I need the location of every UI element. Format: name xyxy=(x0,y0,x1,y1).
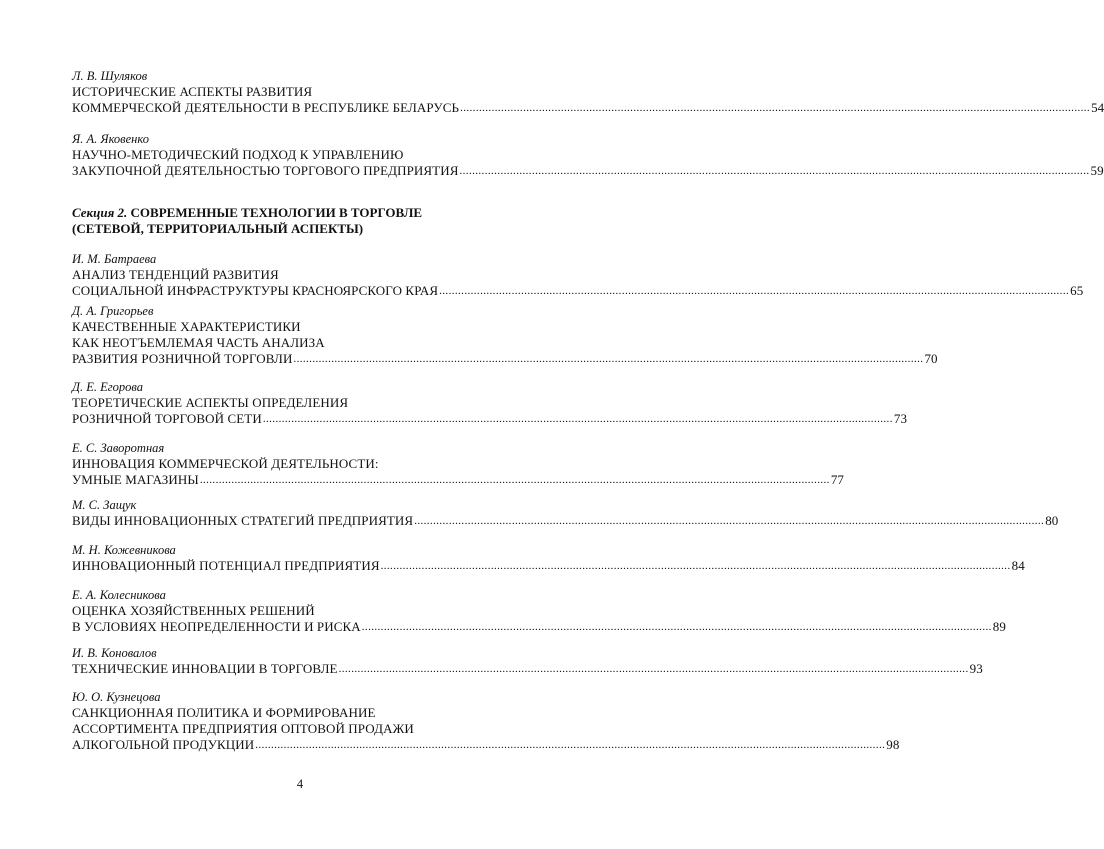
entry-page-number: 89 xyxy=(992,619,1006,634)
entry-title-line: В УСЛОВИЯХ НЕОПРЕДЕЛЕННОСТИ И РИСКА xyxy=(72,619,361,634)
toc-entry xyxy=(72,588,1006,635)
entry-title-line: АНАЛИЗ ТЕНДЕНЦИЙ РАЗВИТИЯ xyxy=(72,267,279,282)
entry-author: И. В. Коновалов xyxy=(72,646,157,660)
dot-leader: ........................................................................................................................................................................................................ xyxy=(380,560,1011,572)
toc-entry xyxy=(72,69,1104,116)
entry-title-line: ТЕОРЕТИЧЕСКИЕ АСПЕКТЫ ОПРЕДЕЛЕНИЯ xyxy=(72,395,349,410)
entry-page-number: 84 xyxy=(1011,558,1025,573)
entry-title-line: КАК НЕОТЪЕМЛЕМАЯ ЧАСТЬ АНАЛИЗА xyxy=(72,335,325,350)
toc-entry xyxy=(72,304,938,367)
entry-author: Д. А. Григорьев xyxy=(72,304,154,318)
entry-title-line: РОЗНИЧНОЙ ТОРГОВОЙ СЕТИ xyxy=(72,411,262,426)
entry-last-line xyxy=(72,163,1104,179)
section-title-line1: СОВРЕМЕННЫЕ ТЕХНОЛОГИИ В ТОРГОВЛЕ xyxy=(130,205,423,220)
entry-title-line: ИСТОРИЧЕСКИЕ АСПЕКТЫ РАЗВИТИЯ xyxy=(72,84,313,99)
entry-title-line: ИННОВАЦИЯ КОММЕРЧЕСКОЙ ДЕЯТЕЛЬНОСТИ: xyxy=(72,456,379,471)
page-number: 4 xyxy=(296,777,304,791)
dot-leader: ........................................................................................................................................................................................................ xyxy=(255,739,886,751)
entry-last-line xyxy=(72,351,938,367)
entry-title-line: УМНЫЕ МАГАЗИНЫ xyxy=(72,472,199,487)
dot-leader: ........................................................................................................................................................................................................ xyxy=(414,515,1045,527)
entry-page-number: 59 xyxy=(1090,163,1104,178)
dot-leader: ........................................................................................................................................................................................................ xyxy=(460,102,1091,114)
entry-author: Ю. О. Кузнецова xyxy=(72,690,161,704)
toc-entry xyxy=(72,646,983,677)
entry-author: Я. А. Яковенко xyxy=(72,132,149,146)
entry-last-line xyxy=(72,472,845,488)
toc-entry xyxy=(72,498,1059,529)
entry-title-line: ОЦЕНКА ХОЗЯЙСТВЕННЫХ РЕШЕНИЙ xyxy=(72,603,315,618)
toc-entry xyxy=(72,543,1025,574)
dot-leader: ........................................................................................................................................................................................................ xyxy=(459,165,1090,177)
entry-title-line: КАЧЕСТВЕННЫЕ ХАРАКТЕРИСТИКИ xyxy=(72,319,301,334)
entry-title-line: АЛКОГОЛЬНОЙ ПРОДУКЦИИ xyxy=(72,737,255,752)
entry-last-line xyxy=(72,661,983,677)
entry-last-line xyxy=(72,619,1006,635)
entry-last-line xyxy=(72,737,900,753)
entry-page-number: 65 xyxy=(1070,283,1084,298)
dot-leader: ........................................................................................................................................................................................................ xyxy=(338,663,969,675)
entry-author: М. С. Защук xyxy=(72,498,137,512)
toc-entry xyxy=(72,380,908,427)
entry-title-line: ИННОВАЦИОННЫЙ ПОТЕНЦИАЛ ПРЕДПРИЯТИЯ xyxy=(72,558,380,573)
entry-title-line: АССОРТИМЕНТА ПРЕДПРИЯТИЯ ОПТОВОЙ ПРОДАЖИ xyxy=(72,721,414,736)
dot-leader: ........................................................................................................................................................................................................ xyxy=(439,285,1070,297)
entry-title-line: ТЕХНИЧЕСКИЕ ИННОВАЦИИ В ТОРГОВЛЕ xyxy=(72,661,338,676)
entry-title-line: САНКЦИОННАЯ ПОЛИТИКА И ФОРМИРОВАНИЕ xyxy=(72,705,376,720)
entry-last-line xyxy=(72,411,908,427)
entry-title-line: НАУЧНО-МЕТОДИЧЕСКИЙ ПОДХОД К УПРАВЛЕНИЮ xyxy=(72,147,404,162)
dot-leader: ........................................................................................................................................................................................................ xyxy=(293,353,924,365)
section-label: Секция 2. xyxy=(72,205,128,220)
dot-leader: ........................................................................................................................................................................................................ xyxy=(262,413,893,425)
dot-leader: ........................................................................................................................................................................................................ xyxy=(199,474,830,486)
entry-page-number: 77 xyxy=(830,472,845,487)
entry-page-number: 93 xyxy=(969,661,983,676)
entry-title-line: ЗАКУПОЧНОЙ ДЕЯТЕЛЬНОСТЬЮ ТОРГОВОГО ПРЕДПРИЯТИЯ xyxy=(72,163,459,178)
toc-entry xyxy=(72,441,845,488)
entry-title-line: ВИДЫ ИННОВАЦИОННЫХ СТРАТЕГИЙ ПРЕДПРИЯТИЯ xyxy=(72,513,414,528)
entry-page-number: 70 xyxy=(924,351,938,366)
toc-entry xyxy=(72,690,900,753)
section-title-line2: (СЕТЕВОЙ, ТЕРРИТОРИАЛЬНЫЙ АСПЕКТЫ) xyxy=(72,221,364,236)
entry-author: И. М. Батраева xyxy=(72,252,157,266)
entry-last-line xyxy=(72,100,1104,116)
entry-last-line xyxy=(72,513,1059,529)
entry-page-number: 73 xyxy=(893,411,908,426)
entry-last-line xyxy=(72,283,1084,299)
entry-title-line: РАЗВИТИЯ РОЗНИЧНОЙ ТОРГОВЛИ xyxy=(72,351,293,366)
entry-author: Д. Е. Егорова xyxy=(72,380,143,394)
entry-page-number: 98 xyxy=(886,737,900,752)
dot-leader: ........................................................................................................................................................................................................ xyxy=(361,621,992,633)
toc-entry xyxy=(72,132,1104,179)
entry-page-number: 80 xyxy=(1045,513,1059,528)
entry-page-number: 54 xyxy=(1091,100,1104,115)
entry-author: Е. С. Заворотная xyxy=(72,441,165,455)
entry-author: Е. А. Колесникова xyxy=(72,588,166,602)
entry-title-line: КОММЕРЧЕСКОЙ ДЕЯТЕЛЬНОСТИ В РЕСПУБЛИКЕ БЕЛАРУСЬ xyxy=(72,100,460,115)
entry-last-line xyxy=(72,558,1025,574)
section-heading xyxy=(72,205,530,237)
toc-entry xyxy=(72,252,1084,299)
entry-author: Л. В. Шуляков xyxy=(72,69,148,83)
entry-author: М. Н. Кожевникова xyxy=(72,543,176,557)
entry-title-line: СОЦИАЛЬНОЙ ИНФРАСТРУКТУРЫ КРАСНОЯРСКОГО КРАЯ xyxy=(72,283,439,298)
